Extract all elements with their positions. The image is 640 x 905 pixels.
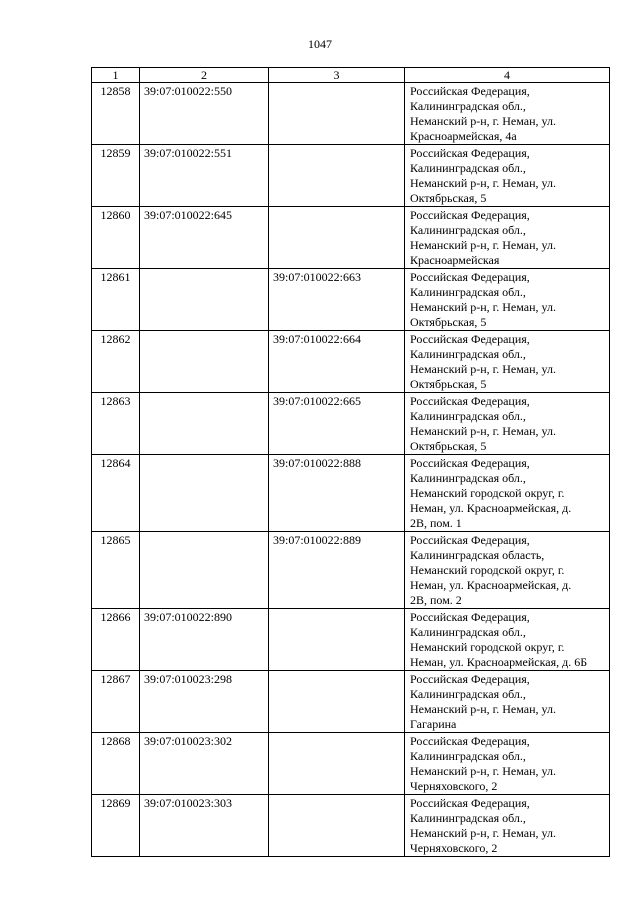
address-line: Калининградская обл.,: [410, 347, 526, 361]
address-line: Неман, ул. Красноармейская, д. 6Б: [410, 655, 588, 669]
row-number: 12858: [92, 83, 140, 145]
address-cell: [405, 207, 610, 269]
address-line: Калининградская обл.,: [410, 811, 526, 825]
cadastral-number-col3: 39:07:010022:889: [269, 532, 405, 609]
table-row: [92, 331, 610, 393]
cadastral-number-col3: 39:07:010022:888: [269, 455, 405, 532]
table-row: [92, 609, 610, 671]
address-line: Красноармейская: [410, 253, 500, 267]
row-number: 12868: [92, 733, 140, 795]
address-line: Российская Федерация,: [410, 84, 530, 98]
register-table: [91, 67, 610, 857]
address-cell: [405, 145, 610, 207]
address-line: 2В, пом. 1: [410, 516, 462, 530]
address-line: Российская Федерация,: [410, 332, 530, 346]
address-line: Неманский р-н, г. Неман, ул.: [410, 702, 556, 716]
address-cell: [405, 609, 610, 671]
address-line: Неманский городской округ, г.: [410, 640, 565, 654]
address-line: Российская Федерация,: [410, 533, 530, 547]
cadastral-number-col2: [140, 331, 269, 393]
table-row: [92, 795, 610, 857]
address-line: Калининградская обл.,: [410, 625, 526, 639]
address-line: Калининградская обл.,: [410, 471, 526, 485]
address-line: Октябрьская, 5: [410, 439, 487, 453]
table-row: [92, 733, 610, 795]
page-number: 1047: [308, 37, 332, 51]
cadastral-number-col2: 39:07:010022:550: [140, 83, 269, 145]
address-cell: [405, 671, 610, 733]
address-line: Калининградская обл.,: [410, 749, 526, 763]
cadastral-number-col2: 39:07:010023:298: [140, 671, 269, 733]
cadastral-number-col3: [269, 609, 405, 671]
cadastral-number-col2: [140, 269, 269, 331]
table-row: [92, 532, 610, 609]
address-line: Калининградская обл.,: [410, 409, 526, 423]
table-row: [92, 207, 610, 269]
address-line: Неманский р-н, г. Неман, ул.: [410, 114, 556, 128]
row-number: 12869: [92, 795, 140, 857]
address-line: Российская Федерация,: [410, 270, 530, 284]
row-number: 12859: [92, 145, 140, 207]
row-number: 12865: [92, 532, 140, 609]
table-row: [92, 269, 610, 331]
table-row: [92, 83, 610, 145]
address-line: Красноармейская, 4а: [410, 129, 517, 143]
address-line: Российская Федерация,: [410, 734, 530, 748]
address-line: Гагарина: [410, 717, 457, 731]
cadastral-number-col3: [269, 145, 405, 207]
address-line: Калининградская обл.,: [410, 687, 526, 701]
address-cell: [405, 83, 610, 145]
row-number: 12867: [92, 671, 140, 733]
address-line: Неманский р-н, г. Неман, ул.: [410, 362, 556, 376]
address-cell: [405, 455, 610, 532]
row-number: 12863: [92, 393, 140, 455]
address-line: Российская Федерация,: [410, 394, 530, 408]
cadastral-number-col2: [140, 393, 269, 455]
address-cell: [405, 331, 610, 393]
row-number: 12862: [92, 331, 140, 393]
address-line: Калининградская область,: [410, 548, 545, 562]
column-header-1: 1: [92, 68, 140, 83]
cadastral-number-col3: [269, 733, 405, 795]
cadastral-number-col3: [269, 83, 405, 145]
table-row: [92, 393, 610, 455]
address-line: Калининградская обл.,: [410, 285, 526, 299]
address-line: Калининградская обл.,: [410, 99, 526, 113]
address-cell: [405, 795, 610, 857]
address-line: Российская Федерация,: [410, 610, 530, 624]
address-line: Октябрьская, 5: [410, 377, 487, 391]
cadastral-number-col2: [140, 532, 269, 609]
address-line: Российская Федерация,: [410, 796, 530, 810]
address-line: Неманский городской округ, г.: [410, 563, 565, 577]
address-line: Неман, ул. Красноармейская, д.: [410, 578, 572, 592]
address-line: Черняховского, 2: [410, 841, 498, 855]
address-line: Неманский р-н, г. Неман, ул.: [410, 424, 556, 438]
cadastral-number-col2: 39:07:010022:890: [140, 609, 269, 671]
cadastral-number-col2: 39:07:010022:645: [140, 207, 269, 269]
address-line: Октябрьская, 5: [410, 315, 487, 329]
row-number: 12860: [92, 207, 140, 269]
cadastral-number-col2: 39:07:010023:302: [140, 733, 269, 795]
address-line: Неманский р-н, г. Неман, ул.: [410, 826, 556, 840]
header-row: [92, 68, 610, 83]
cadastral-number-col2: 39:07:010023:303: [140, 795, 269, 857]
row-number: 12861: [92, 269, 140, 331]
address-line: Октябрьская, 5: [410, 191, 487, 205]
column-header-4: 4: [405, 68, 610, 83]
table-row: [92, 455, 610, 532]
address-line: Российская Федерация,: [410, 208, 530, 222]
cadastral-number-col3: [269, 671, 405, 733]
address-cell: [405, 269, 610, 331]
address-cell: [405, 532, 610, 609]
cadastral-number-col2: 39:07:010022:551: [140, 145, 269, 207]
address-line: 2В, пом. 2: [410, 593, 462, 607]
cadastral-number-col3: 39:07:010022:664: [269, 331, 405, 393]
address-line: Российская Федерация,: [410, 672, 530, 686]
row-number: 12866: [92, 609, 140, 671]
table-row: [92, 145, 610, 207]
cadastral-number-col3: [269, 795, 405, 857]
address-line: Неманский р-н, г. Неман, ул.: [410, 238, 556, 252]
address-line: Российская Федерация,: [410, 456, 530, 470]
table-row: [92, 671, 610, 733]
cadastral-number-col3: [269, 207, 405, 269]
address-line: Неманский р-н, г. Неман, ул.: [410, 176, 556, 190]
row-number: 12864: [92, 455, 140, 532]
address-line: Калининградская обл.,: [410, 223, 526, 237]
address-line: Неманский р-н, г. Неман, ул.: [410, 764, 556, 778]
cadastral-number-col3: 39:07:010022:663: [269, 269, 405, 331]
address-line: Калининградская обл.,: [410, 161, 526, 175]
column-header-2: 2: [140, 68, 269, 83]
column-header-3: 3: [269, 68, 405, 83]
address-line: Неман, ул. Красноармейская, д.: [410, 501, 572, 515]
address-line: Неманский городской округ, г.: [410, 486, 565, 500]
address-line: Неманский р-н, г. Неман, ул.: [410, 300, 556, 314]
cadastral-number-col3: 39:07:010022:665: [269, 393, 405, 455]
address-cell: [405, 393, 610, 455]
address-line: Черняховского, 2: [410, 779, 498, 793]
address-cell: [405, 733, 610, 795]
address-line: Российская Федерация,: [410, 146, 530, 160]
cadastral-number-col2: [140, 455, 269, 532]
